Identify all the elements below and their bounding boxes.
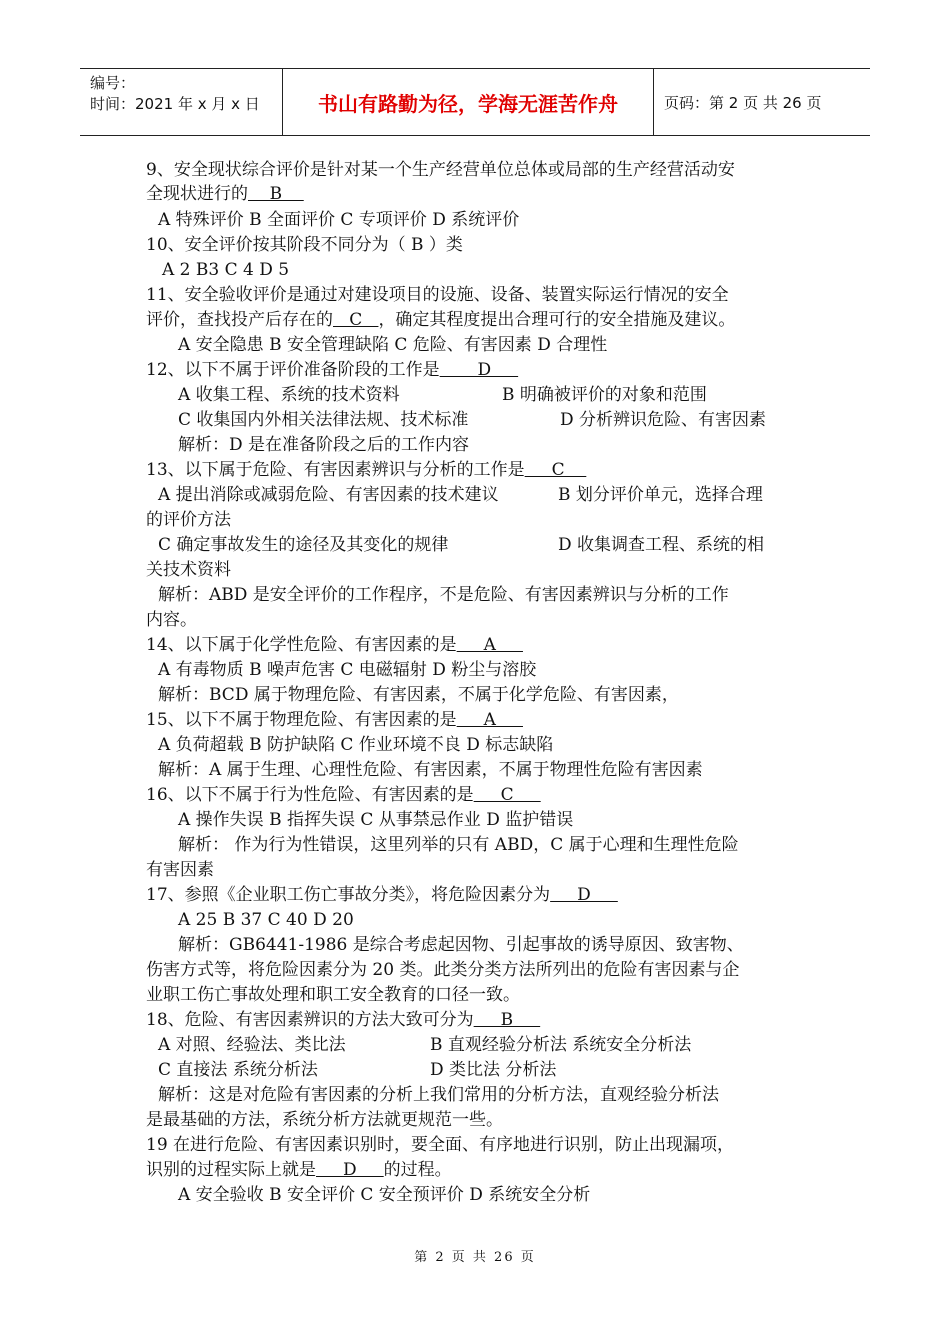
q18-stem: 18、危险、有害因素辨识的方法大致可分为	[146, 1010, 474, 1030]
q12-option-a: A 收集工程、系统的技术资料	[178, 385, 400, 405]
q17-analysis-2: 伤害方式等，将危险因素分为 20 类。此类分类方法所列出的危险有害因素与企	[146, 960, 740, 980]
q16-analysis-1: 解析： 作为行为性错误，这里列举的只有 ABD，C 属于心理和生理性危险	[178, 835, 739, 855]
q16-answer: C	[473, 785, 541, 805]
q13-option-b: B 划分评价单元，选择合理	[558, 485, 763, 505]
q18-option-a: A 对照、经验法、类比法	[158, 1035, 346, 1055]
q15-analysis: 解析：A 属于生理、心理性危险、有害因素，不属于物理性危险有害因素	[158, 760, 703, 780]
q18-option-c: C 直接法 系统分析法	[158, 1060, 318, 1080]
page-footer: 第 2 页 共 26 页	[414, 1250, 536, 1265]
q14-stem: 14、以下属于化学性危险、有害因素的是	[146, 635, 457, 655]
q14-line1	[146, 634, 523, 656]
q15-line1	[146, 709, 523, 731]
q12-option-d: D 分析辨识危险、有害因素	[560, 410, 767, 430]
q17-answer: D	[550, 885, 618, 905]
q11-line1: 11、安全验收评价是通过对建设项目的设施、设备、装置实际运行情况的安全	[146, 285, 729, 305]
q12-answer: D	[439, 360, 519, 380]
q13-line1	[146, 459, 586, 481]
q13-analysis-2: 内容。	[146, 610, 197, 630]
q19-answer: D	[316, 1160, 384, 1180]
q18-option-b: B 直观经验分析法 系统安全分析法	[430, 1035, 692, 1055]
q12-option-b: B 明确被评价的对象和范围	[502, 385, 707, 405]
q19-options: A 安全验收 B 安全评价 C 安全预评价 D 系统安全分析	[178, 1185, 591, 1205]
q12-analysis: 解析：D 是在准备阶段之后的工作内容	[178, 435, 470, 455]
q9-line2	[146, 183, 304, 205]
q14-answer: A	[456, 635, 523, 655]
q16-stem: 16、以下不属于行为性危险、有害因素的是	[146, 785, 474, 805]
q15-answer: A	[456, 710, 523, 730]
header-meta	[80, 69, 282, 135]
q16-analysis-2: 有害因素	[146, 860, 214, 880]
q18-option-d: D 类比法 分析法	[430, 1060, 557, 1080]
q14-options: A 有毒物质 B 噪声危害 C 电磁辐射 D 粉尘与溶胶	[158, 660, 537, 680]
q9-answer: B	[248, 184, 304, 204]
q16-line1	[146, 784, 541, 806]
q15-stem: 15、以下不属于物理危险、有害因素的是	[146, 710, 457, 730]
q13-option-d-cont: 关技术资料	[146, 560, 231, 580]
q12-line1	[146, 359, 518, 381]
q12-stem: 12、以下不属于评价准备阶段的工作是	[146, 360, 440, 380]
q19-line2	[146, 1159, 452, 1181]
q13-option-b-cont: 的评价方法	[146, 510, 231, 530]
q11-line2	[146, 309, 735, 331]
q14-analysis: 解析：BCD 属于物理危险、有害因素，不属于化学危险、有害因素，	[158, 685, 679, 705]
q17-analysis-1: 解析：GB6441-1986 是综合考虑起因物、引起事故的诱导原因、致害物、	[178, 935, 744, 955]
header-page-info: 页码：第 2 页 共 26 页	[664, 93, 822, 112]
q9-stem-end: 全现状进行的	[146, 184, 248, 204]
q12-option-c: C 收集国内外相关法律法规、技术标准	[178, 410, 469, 430]
q16-options: A 操作失误 B 指挥失误 C 从事禁忌作业 D 监护错误	[178, 810, 574, 830]
q9-options: A 特殊评价 B 全面评价 C 专项评价 D 系统评价	[158, 210, 520, 230]
q17-options: A 25 B 37 C 40 D 20	[178, 910, 354, 930]
document-header	[80, 68, 870, 136]
q13-analysis-1: 解析：ABD 是安全评价的工作程序，不是危险、有害因素辨识与分析的工作	[158, 585, 729, 605]
q17-line1	[146, 884, 618, 906]
q11-stem-post: ，确定其程度提出合理可行的安全措施及建议。	[378, 310, 736, 330]
q11-options: A 安全隐患 B 安全管理缺陷 C 危险、有害因素 D 合理性	[178, 335, 608, 355]
q13-option-d: D 收集调查工程、系统的相	[558, 535, 765, 555]
q13-option-a: A 提出消除或减弱危险、有害因素的技术建议	[158, 485, 499, 505]
q17-stem: 17、参照《企业职工伤亡事故分类》，将危险因素分为	[146, 885, 551, 905]
q13-answer: C	[524, 460, 587, 480]
q13-option-c: C 确定事故发生的途径及其变化的规律	[158, 535, 449, 555]
q15-options: A 负荷超载 B 防护缺陷 C 作业环境不良 D 标志缺陷	[158, 735, 554, 755]
q18-answer: B	[473, 1010, 541, 1030]
q18-analysis-1: 解析：这是对危险有害因素的分析上我们常用的分析方法，直观经验分析法	[158, 1085, 719, 1105]
q11-stem-pre: 评价，查找投产后存在的	[146, 310, 333, 330]
header-number-label: 编号：	[90, 74, 136, 92]
header-date: 时间：2021 年 x 月 x 日	[90, 95, 260, 113]
q19-stem-pre: 识别的过程实际上就是	[146, 1160, 316, 1180]
q10-line1: 10、安全评价按其阶段不同分为（ B ）类	[146, 235, 463, 255]
q18-line1	[146, 1009, 540, 1031]
header-motto: 书山有路勤为径，学海无涯苦作舟	[282, 69, 654, 135]
q11-answer: C	[333, 310, 379, 330]
q19-stem-post: 的过程。	[383, 1160, 452, 1180]
q17-analysis-3: 业职工伤亡事故处理和职工安全教育的口径一致。	[146, 985, 520, 1005]
q9-line1: 9、安全现状综合评价是针对某一个生产经营单位总体或局部的生产经营活动安	[146, 160, 735, 180]
q10-options: A 2 B3 C 4 D 5	[162, 260, 290, 280]
q18-analysis-2: 是最基础的方法，系统分析方法就更规范一些。	[146, 1110, 503, 1130]
q13-stem: 13、以下属于危险、有害因素辨识与分析的工作是	[146, 460, 525, 480]
q19-line1: 19 在进行危险、有害因素识别时，要全面、有序地进行识别，防止出现漏项，	[146, 1135, 735, 1155]
